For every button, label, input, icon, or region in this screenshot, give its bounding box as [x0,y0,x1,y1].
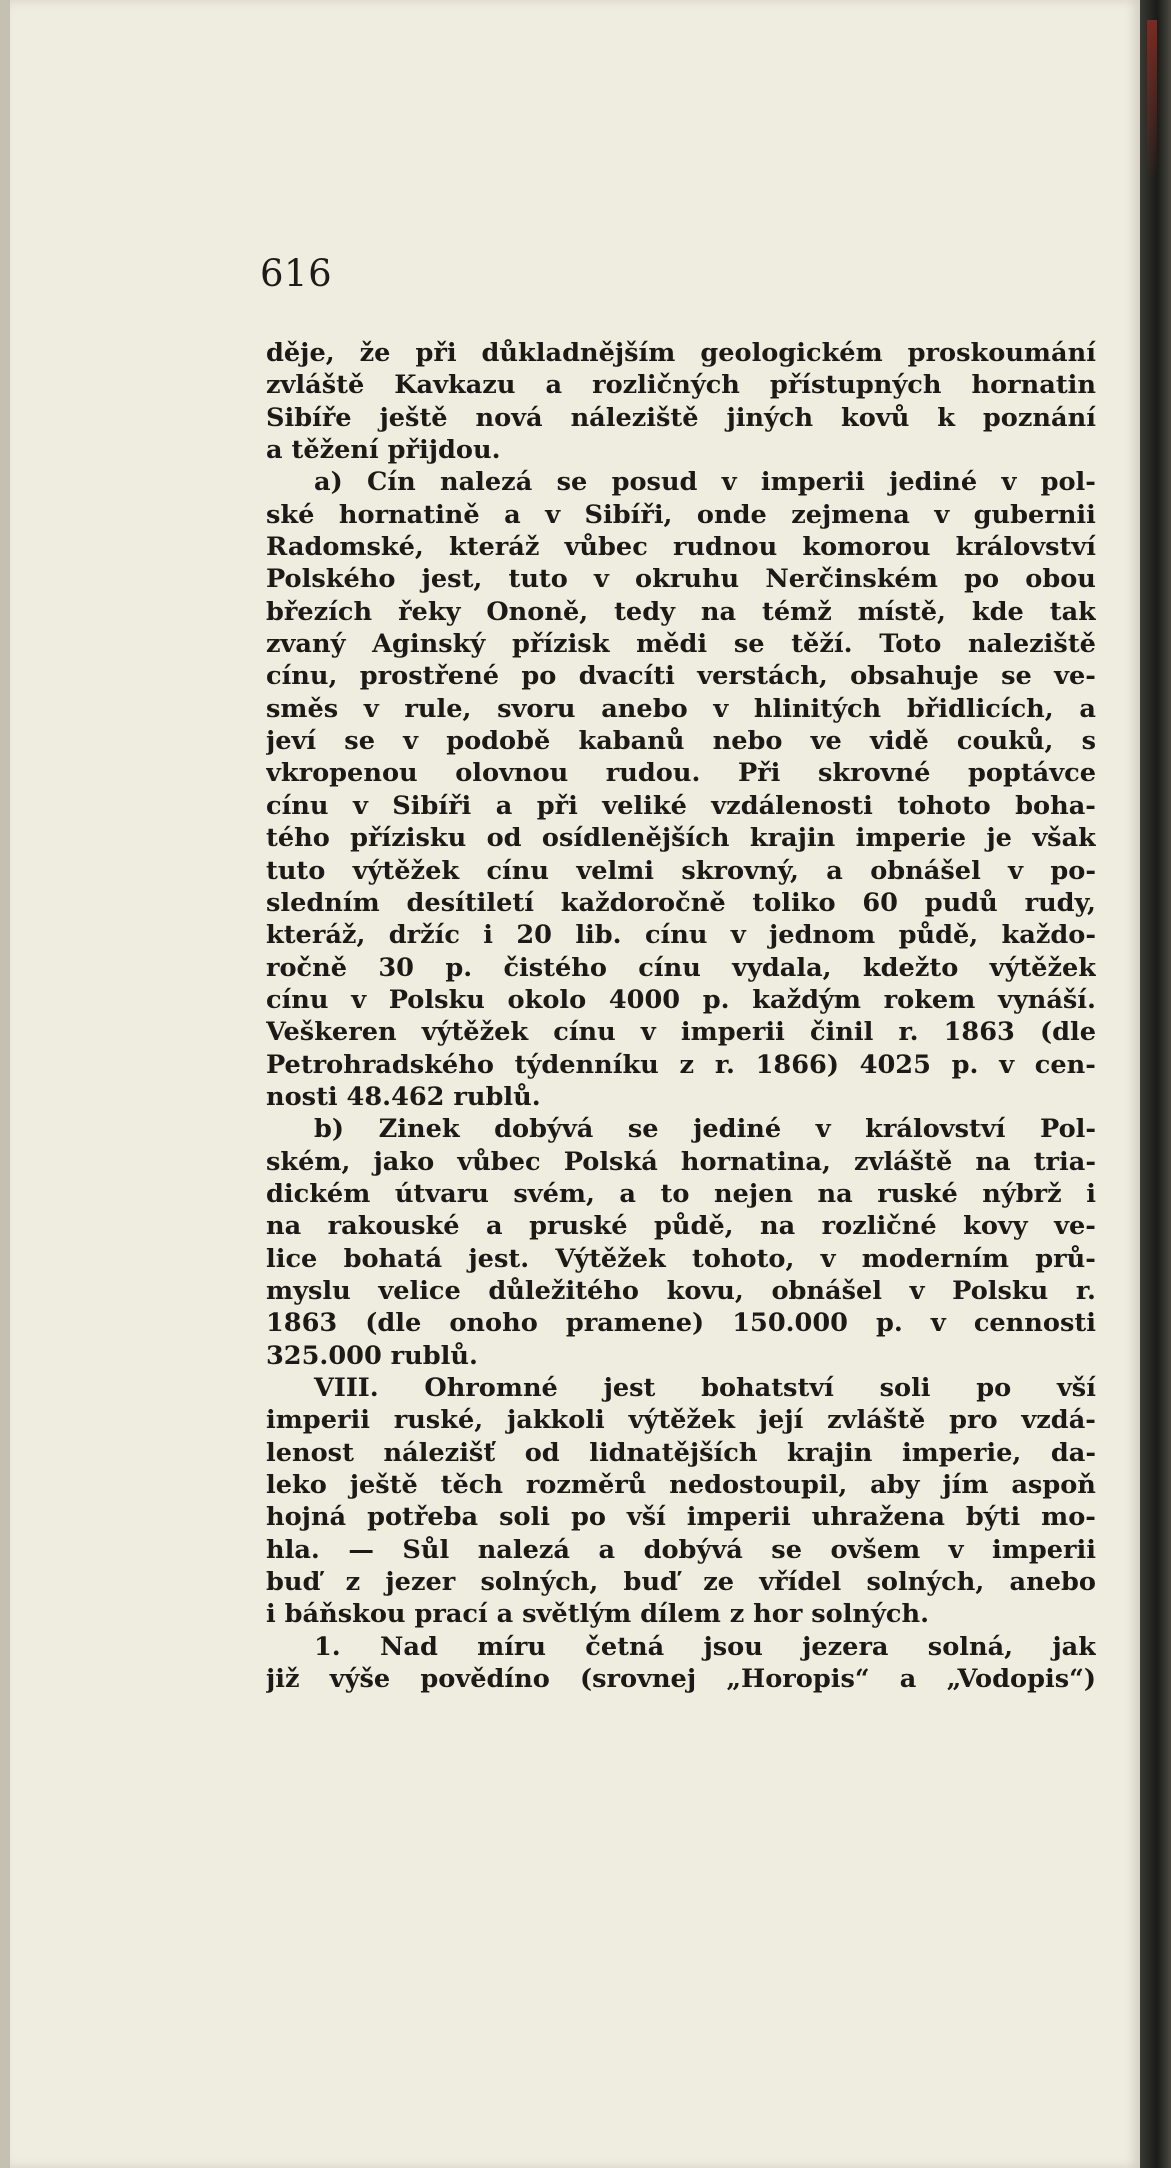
book-edge-mark [1147,20,1157,180]
text-line-14: vkropenou olovnou rudou. Při skrovné poptávce [266,758,1096,789]
text-line-39: buď z jezer solných, buď ze vřídel solných, anebo [266,1567,1096,1598]
page-number: 616 [260,252,333,295]
text-line-22: Veškeren výtěžek cínu v imperii činil r. 1863 (dle [266,1017,1096,1048]
book-edge [1140,0,1171,2168]
text-line-33: VIII. Ohromné jest bohatství soli po vší [314,1373,1096,1403]
text-line-38: hla. — Sůl nalezá a dobývá se ovšem v imperii [266,1534,1096,1565]
text-line-9: březích řeky Ononě, tedy na témž místě, kde tak [266,596,1096,627]
text-line-27: dickém útvaru svém, a to nejen na ruské nýbrž i [266,1178,1096,1209]
text-line-15: cínu v Sibíři a při veliké vzdálenosti tohoto boha- [266,790,1096,821]
text-line-2: zvláště Kavkazu a rozličných přístupných hornatin [266,370,1096,401]
text-line-23: Petrohradského týdenníku z r. 1866) 4025 p. v cen- [266,1049,1096,1080]
body-text [266,337,1096,1695]
text-line-30: myslu velice důležitého kovu, obnášel v Polsku r. [266,1275,1096,1306]
text-line-6: ské hornatině a v Sibíři, onde zejmena v gubernii [266,499,1096,530]
text-line-26: ském, jako vůbec Polská hornatina, zvláště na tria- [266,1146,1096,1177]
text-line-40: i báňskou prací a světlým dílem z hor solných. [266,1599,930,1630]
text-line-18: sledním desítiletí každoročně toliko 60 pudů rudy, [266,887,1096,918]
text-line-29: lice bohatá jest. Výtěžek tohoto, v moderním prů- [266,1243,1096,1274]
text-line-36: leko ještě těch rozměrů nedostoupil, aby jím aspoň [266,1470,1096,1501]
text-line-42: již výše povědíno (srovnej „Horopis“ a „Vodopis“) [266,1664,1096,1695]
text-line-11: cínu, prostřené po dvacíti verstách, obsahuje se ve- [266,661,1096,692]
text-line-34: imperii ruské, jakkoli výtěžek její zvláště pro vzdá- [266,1405,1096,1436]
text-line-7: Radomské, kteráž vůbec rudnou komorou království [266,532,1096,563]
text-line-21: cínu v Polsku okolo 4000 p. každým rokem vynáší. [266,984,1096,1015]
text-line-20: ročně 30 p. čistého cínu vydala, kdežto výtěžek [266,952,1096,983]
text-line-4: a těžení přijdou. [266,435,501,466]
text-line-24: nosti 48.462 rublů. [266,1081,541,1112]
text-line-5: a) Cín nalezá se posud v imperii jediné v pol- [314,467,1096,498]
text-line-17: tuto výtěžek cínu velmi skrovný, a obnášel v po- [266,855,1096,886]
text-line-13: jeví se v podobě kabanů nebo ve vidě couků, s [266,726,1096,757]
text-line-41: 1. Nad míru četná jsou jezera solná, jak [314,1631,1096,1662]
text-line-28: na rakouské a pruské půdě, na rozličné kovy ve- [266,1211,1096,1242]
text-line-31: 1863 (dle onoho pramene) 150.000 p. v cennosti [266,1308,1096,1339]
text-line-19: kteráž, držíc i 20 lib. cínu v jednom půdě, každo- [266,920,1096,951]
book-page [10,0,1140,2168]
text-line-32: 325.000 rublů. [266,1340,478,1371]
text-line-8: Polského jest, tuto v okruhu Nerčinském po obou [266,564,1096,595]
text-line-3: Sibíře ještě nová náleziště jiných kovů k poznání [266,402,1096,433]
text-line-12: směs v rule, svoru anebo v hlinitých břidlicích, a [266,693,1096,724]
text-line-35: lenost nálezišť od lidnatějších krajin imperie, da- [266,1437,1096,1468]
text-line-10: zvaný Aginský přízisk mědi se těží. Toto naleziště [266,629,1096,660]
text-line-1: děje, že při důkladnějším geologickém proskoumání [266,338,1096,368]
text-line-25: b) Zinek dobývá se jediné v království Pol- [314,1114,1096,1145]
text-line-16: tého přízisku od osídlenějších krajin imperie je však [266,823,1096,854]
text-line-37: hojná potřeba soli po vší imperii uhražena býti mo- [266,1502,1096,1533]
